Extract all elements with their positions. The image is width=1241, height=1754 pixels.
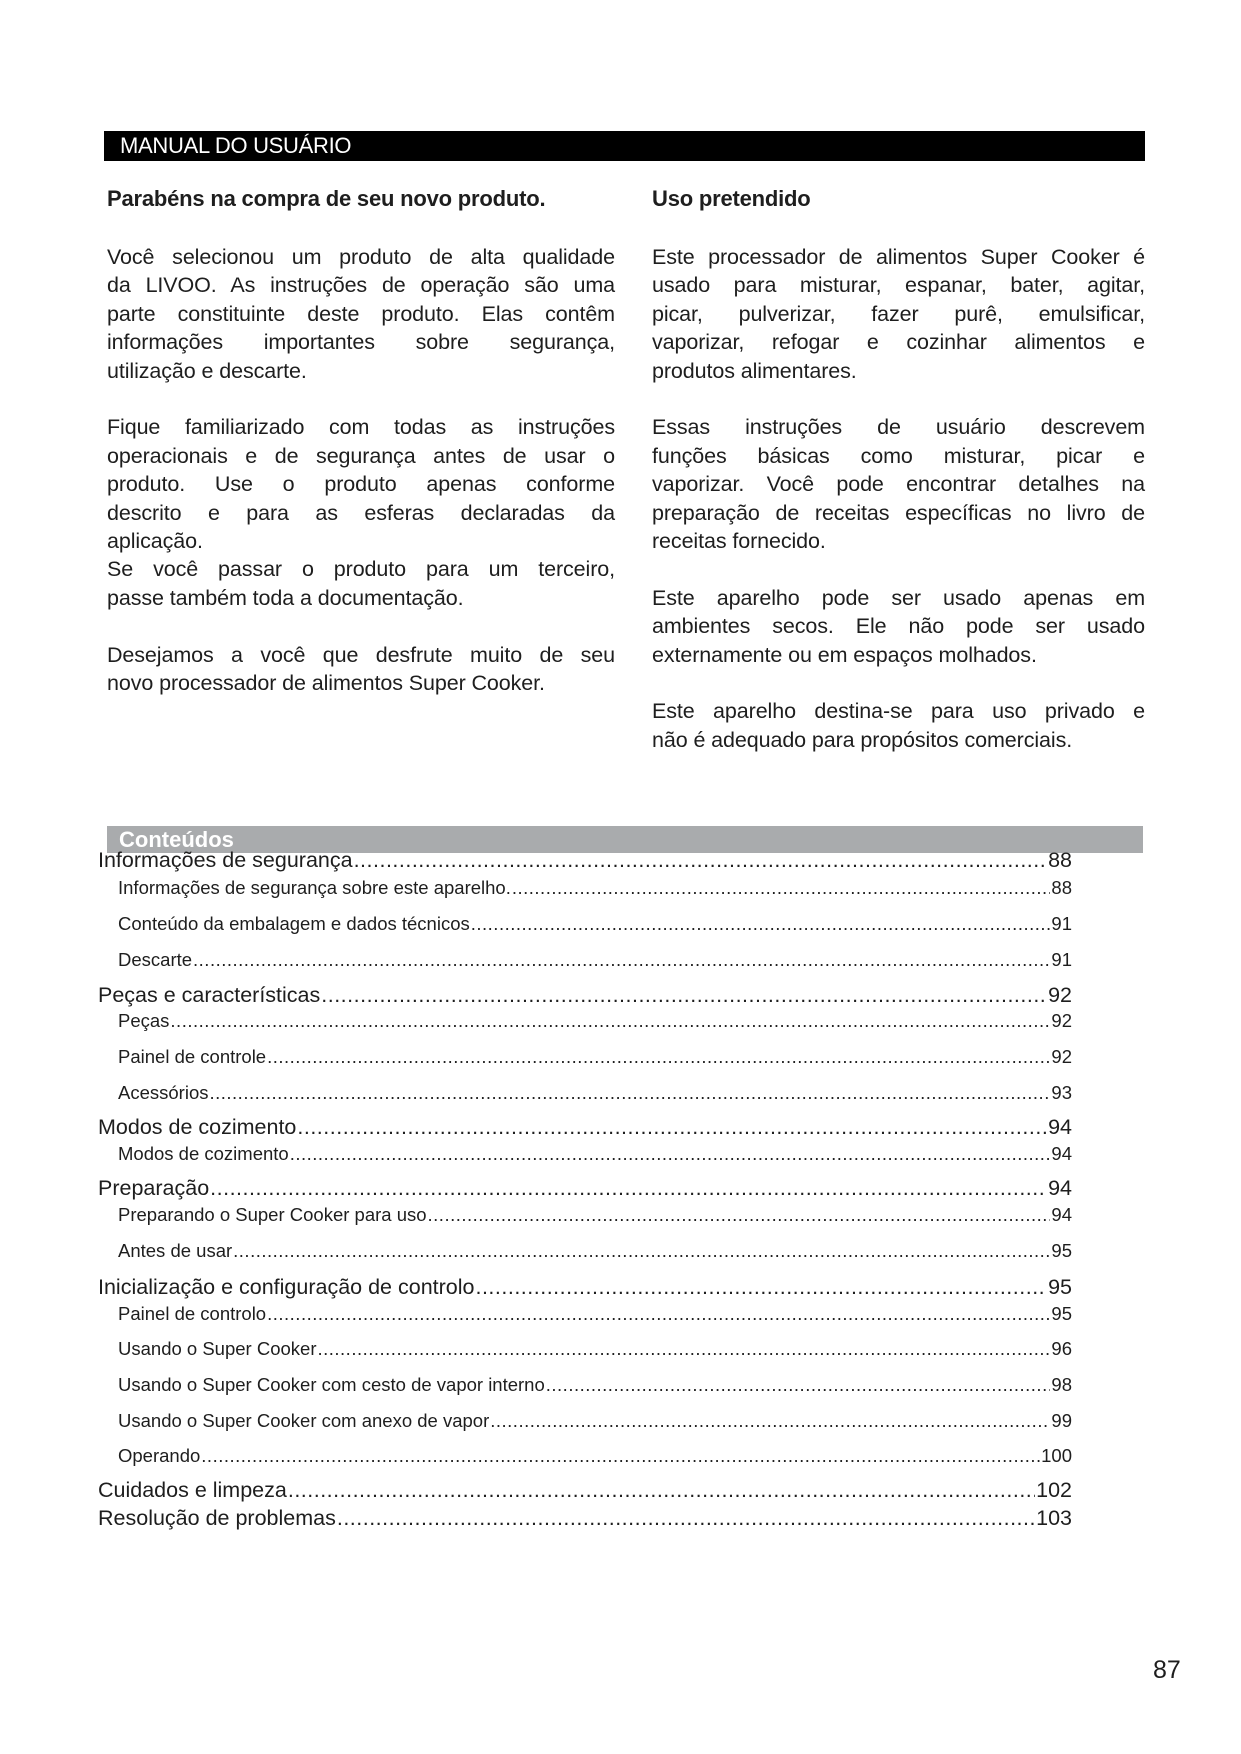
toc-entry-title: Preparando o Super Cooker para uso — [118, 1204, 427, 1225]
text-line: produtos alimentares. — [652, 358, 857, 383]
toc-entry[interactable] — [118, 1374, 1072, 1396]
paragraph — [107, 243, 615, 385]
dot-leader — [490, 1410, 1050, 1432]
toc-entry-page: 99 — [1051, 1410, 1072, 1431]
toc-entry-page: 88 — [1051, 877, 1072, 898]
dot-leader — [210, 1176, 1047, 1201]
text-line: Fique familiarizado com todas as instruções — [107, 415, 615, 440]
text-line: Essas instruções de usuário descrevem — [652, 415, 1145, 440]
toc-entry-title: Acessórios — [118, 1082, 209, 1103]
text-line: parte constituinte deste produto. Elas contêm — [107, 301, 615, 326]
toc-entry[interactable] — [98, 1115, 1072, 1140]
toc-entry-page: 98 — [1051, 1374, 1072, 1395]
toc-entry[interactable] — [118, 1445, 1072, 1467]
toc-entry-title: Peças — [118, 1010, 170, 1031]
dot-leader — [170, 1010, 1050, 1032]
toc-entry-page: 96 — [1051, 1338, 1072, 1359]
toc-entry[interactable] — [98, 1275, 1072, 1300]
toc-entry-title: Painel de controle — [118, 1046, 267, 1067]
text-line: aplicação. — [107, 529, 203, 554]
toc-entry[interactable] — [118, 1143, 1072, 1165]
toc-entry-title: Modos de cozimento — [118, 1143, 289, 1164]
page-number: 87 — [1153, 1656, 1181, 1684]
toc-entry-page: 95 — [1051, 1240, 1072, 1261]
dot-leader — [297, 1115, 1047, 1140]
toc-entry-title: Resolução de problemas — [98, 1506, 336, 1530]
dot-leader — [193, 949, 1050, 971]
dot-leader — [337, 1506, 1035, 1531]
toc-entry[interactable] — [98, 1506, 1072, 1531]
toc-entry-title: Informações de segurança sobre este aparelho. — [118, 877, 511, 898]
toc-entry-title: Preparação — [98, 1176, 210, 1200]
toc-entry-title: Antes de usar — [118, 1240, 233, 1261]
paragraph — [652, 584, 1145, 669]
toc-entry[interactable] — [118, 1204, 1072, 1226]
dot-leader — [428, 1204, 1051, 1226]
toc-entry-title: Descarte — [118, 949, 193, 970]
paragraph — [652, 697, 1145, 754]
intended-use-text — [652, 243, 1145, 754]
text-line: descrito e para as esferas declaradas da — [107, 500, 615, 525]
text-line: vaporizar. Você pode encontrar detalhes na — [652, 472, 1145, 497]
toc-entry-page: 103 — [1036, 1506, 1072, 1530]
toc-entry-title: Usando o Super Cooker com cesto de vapor interno — [118, 1374, 545, 1395]
toc-entry[interactable] — [98, 1478, 1072, 1503]
text-line: produto. Use o produto apenas conforme — [107, 472, 615, 497]
intro-heading: Parabéns na compra de seu novo produto. — [107, 186, 546, 211]
text-line: novo processador de alimentos Super Cooker. — [107, 671, 545, 696]
toc-entry[interactable] — [118, 1046, 1072, 1068]
toc-entry-title: Usando o Super Cooker com anexo de vapor — [118, 1410, 490, 1431]
dot-leader — [290, 1143, 1051, 1165]
toc-entry-page: 88 — [1048, 848, 1072, 872]
toc-entry-title: Usando o Super Cooker — [118, 1338, 317, 1359]
dot-leader — [317, 1338, 1050, 1360]
intended-use-column — [652, 186, 1145, 783]
dot-leader — [209, 1082, 1050, 1104]
text-line: preparação de receitas específicas no livro de — [652, 500, 1145, 525]
toc-entry-page: 94 — [1048, 1115, 1072, 1139]
toc-entry-page: 91 — [1051, 913, 1072, 934]
toc-entry-title: Cuidados e limpeza — [98, 1478, 287, 1502]
toc-entry[interactable] — [118, 1338, 1072, 1360]
intended-use-heading: Uso pretendido — [652, 186, 811, 211]
toc-entry-page: 102 — [1036, 1478, 1072, 1502]
toc-entry[interactable] — [118, 1240, 1072, 1262]
toc-entry-page: 92 — [1051, 1046, 1072, 1067]
dot-leader — [512, 877, 1051, 899]
toc-entry-title: Peças e características — [98, 983, 321, 1007]
text-line: Este aparelho destina-se para uso privado e — [652, 699, 1145, 724]
dot-leader — [201, 1445, 1040, 1467]
toc-entry-page: 94 — [1051, 1143, 1072, 1164]
toc-entry-page: 94 — [1051, 1204, 1072, 1225]
paragraph — [107, 413, 615, 612]
dot-leader — [475, 1275, 1047, 1300]
toc-entry-page: 92 — [1048, 983, 1072, 1007]
header-title: MANUAL DO USUÁRIO — [120, 133, 352, 158]
text-line: Você selecionou um produto de alta qualidade — [107, 245, 615, 269]
intro-column — [107, 186, 615, 726]
toc-entry[interactable] — [118, 949, 1072, 971]
text-line: picar, pulverizar, fazer purê, emulsificar, — [652, 301, 1145, 326]
toc-entry[interactable] — [118, 877, 1072, 899]
paragraph — [652, 413, 1145, 555]
toc-entry-page: 95 — [1048, 1275, 1072, 1299]
header-bar — [104, 131, 1145, 161]
toc-entry[interactable] — [118, 913, 1072, 935]
toc-entry-title: Modos de cozimento — [98, 1115, 297, 1139]
text-line: usado para misturar, espanar, bater, agitar, — [652, 273, 1145, 298]
dot-leader — [233, 1240, 1050, 1262]
text-line: não é adequado para propósitos comerciais. — [652, 727, 1073, 752]
intro-text — [107, 243, 615, 697]
text-line: da LIVOO. As instruções de operação são uma — [107, 273, 615, 298]
toc-entry[interactable] — [118, 1082, 1072, 1104]
toc-title: Conteúdos — [119, 827, 234, 852]
toc-entry-page: 95 — [1051, 1303, 1072, 1324]
text-line: operacionais e de segurança antes de usar o — [107, 443, 615, 468]
toc-entry[interactable] — [98, 848, 1072, 873]
dot-leader — [546, 1374, 1051, 1396]
text-line: ambientes secos. Ele não pode ser usado — [652, 614, 1145, 639]
paragraph — [107, 641, 615, 698]
toc-entry-title: Conteúdo da embalagem e dados técnicos — [118, 913, 470, 934]
toc-entry-page: 93 — [1051, 1082, 1072, 1103]
toc-entry[interactable] — [98, 1176, 1072, 1201]
text-line: Desejamos a você que desfrute muito de seu — [107, 642, 615, 667]
toc-entry-page: 100 — [1041, 1445, 1072, 1466]
text-line: vaporizar, refogar e cozinhar alimentos e — [652, 330, 1145, 355]
text-line: Se você passar o produto para um terceiro, — [107, 557, 615, 582]
text-line: externamente ou em espaços molhados. — [652, 642, 1037, 667]
dot-leader — [288, 1478, 1035, 1503]
text-line: Este processador de alimentos Super Cooker é — [652, 245, 1145, 269]
text-line: Este aparelho pode ser usado apenas em — [652, 585, 1145, 610]
dot-leader — [267, 1303, 1050, 1325]
toc-entry[interactable] — [118, 1010, 1072, 1032]
paragraph — [652, 243, 1145, 385]
dot-leader — [471, 913, 1051, 935]
toc-entry[interactable] — [118, 1303, 1072, 1325]
dot-leader — [267, 1046, 1050, 1068]
toc-entry-title: Informações de segurança — [98, 848, 353, 872]
toc-entry-title: Painel de controlo — [118, 1303, 267, 1324]
dot-leader — [354, 848, 1048, 873]
toc-entry-page: 94 — [1048, 1176, 1072, 1200]
text-line: passe também toda a documentação. — [107, 585, 464, 610]
toc-entry-page: 91 — [1051, 949, 1072, 970]
text-line: funções básicas como misturar, picar e — [652, 443, 1145, 468]
text-line: receitas fornecido. — [652, 529, 826, 554]
text-line: informações importantes sobre segurança, — [107, 330, 615, 355]
dot-leader — [321, 983, 1047, 1008]
toc-entry[interactable] — [118, 1410, 1072, 1432]
toc-entry-title: Inicialização e configuração de controlo — [98, 1275, 475, 1299]
text-line: utilização e descarte. — [107, 358, 307, 383]
toc-entry-page: 92 — [1051, 1010, 1072, 1031]
toc-entry[interactable] — [98, 983, 1072, 1008]
toc-entry-title: Operando — [118, 1445, 201, 1466]
